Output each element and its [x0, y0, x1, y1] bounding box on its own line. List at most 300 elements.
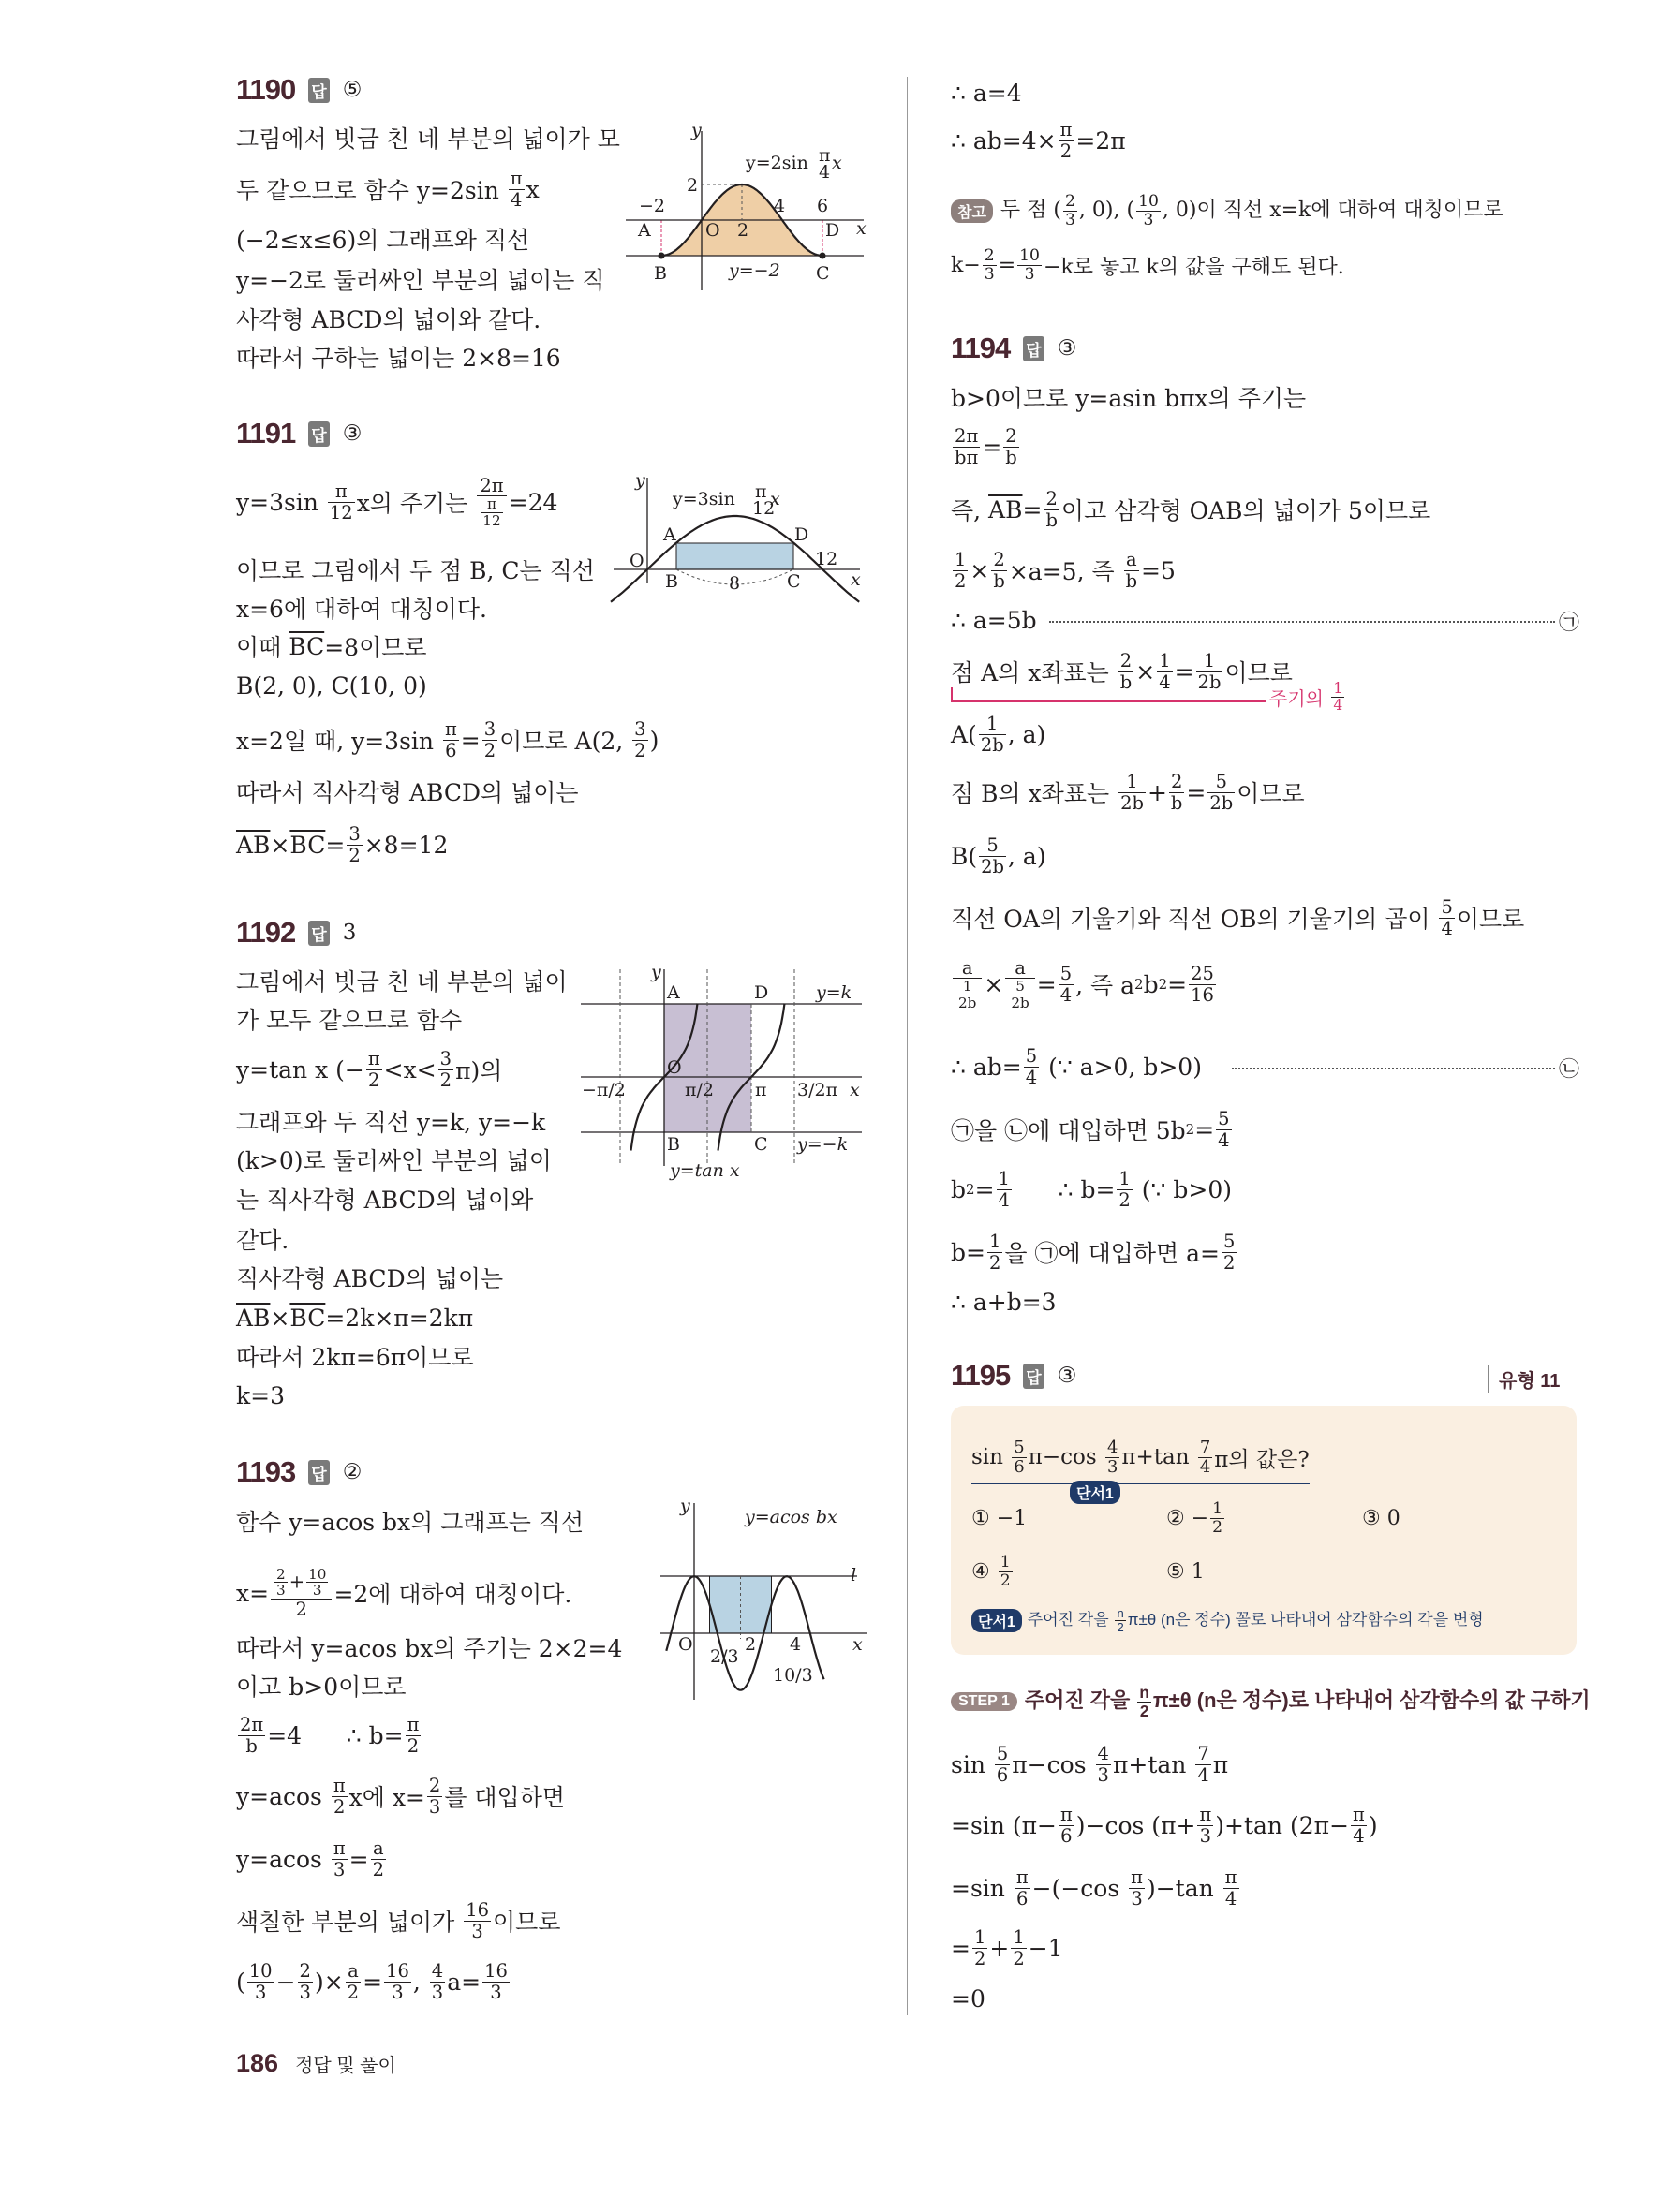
answer-value: ② [342, 1460, 363, 1484]
fraction [298, 1961, 313, 2001]
fraction [1044, 489, 1059, 529]
text-run: 이고 b>0이므로 [236, 1674, 407, 1701]
answer-value: 3 [342, 921, 357, 945]
text-run: ∴ b= [1013, 1175, 1116, 1203]
text-line [236, 718, 659, 761]
fraction [997, 1169, 1012, 1209]
text-run: 이므로 A(2, [499, 728, 631, 755]
fraction [271, 1567, 332, 1619]
note-line-1 [951, 192, 1503, 229]
fraction [1195, 1744, 1210, 1784]
text-run: = [1186, 778, 1207, 806]
denominator [1136, 212, 1161, 229]
numerator [1015, 1867, 1030, 1888]
text-run: 1 [1126, 771, 1138, 793]
text-run: π [1212, 1750, 1229, 1778]
text-run: 2 [1000, 1571, 1011, 1590]
text-run: n [1117, 1605, 1124, 1620]
text-run: 3 [276, 1582, 286, 1600]
point-b [659, 253, 665, 259]
numerator [347, 824, 362, 845]
text-run: 주어진 각을 [1027, 1610, 1114, 1629]
numerator [464, 1900, 491, 1921]
fraction [1117, 1169, 1132, 1209]
denominator [438, 1070, 453, 1090]
text-run: 2 [299, 1960, 311, 1983]
numerator [1118, 651, 1133, 671]
fraction [1105, 1438, 1119, 1476]
text-line [951, 74, 1022, 111]
numerator [1003, 426, 1018, 447]
problem-number: 1193 [236, 1455, 296, 1488]
text-run: = [1036, 970, 1057, 998]
problem-header-1194 [951, 332, 1076, 365]
tick-label: −2 [639, 196, 666, 216]
text-run: 두 점 ( [1000, 199, 1061, 222]
text-run: b [993, 569, 1005, 592]
text-run: 2 [372, 1858, 385, 1880]
text-run: 4 [1059, 983, 1073, 1006]
text-run: 1 [1159, 650, 1171, 672]
text-line [951, 549, 1176, 592]
numerator [1207, 772, 1235, 792]
text-run: 이므로 [1224, 659, 1293, 686]
numerator [238, 1715, 265, 1735]
denominator [1210, 1519, 1224, 1537]
denominator [430, 1983, 445, 2002]
denominator [384, 1983, 411, 2002]
denominator [1063, 212, 1077, 229]
curve-label: y=3sin [673, 489, 735, 509]
text-run: 이므로 [493, 1909, 561, 1936]
point-c [820, 253, 826, 259]
fraction [972, 1927, 987, 1968]
text-run: 3 [299, 1981, 311, 2003]
text-line [951, 1045, 1202, 1088]
fraction [1196, 651, 1223, 691]
text-line [951, 488, 1431, 531]
fraction [482, 1961, 510, 2001]
curve-label-x: x [832, 153, 842, 173]
text-run: π [333, 1837, 346, 1860]
numerator [1137, 1684, 1150, 1703]
numerator [1124, 550, 1139, 570]
text-run: 3 [428, 1795, 441, 1818]
text-run: 3 [1199, 1824, 1212, 1847]
denominator [1198, 1458, 1212, 1476]
text-run: 2 [1119, 650, 1133, 672]
text-run: y=tan x (− [236, 1055, 364, 1084]
fraction [371, 1838, 386, 1879]
denominator [953, 979, 982, 1010]
fraction [1222, 1231, 1237, 1272]
tick-label: −π/2 [582, 1080, 626, 1100]
text-run: =sin [951, 1874, 1013, 1902]
denominator [1169, 793, 1184, 813]
text-line [236, 962, 568, 999]
denominator [1024, 1068, 1039, 1087]
text-run: b [1125, 569, 1138, 592]
fraction [481, 496, 502, 528]
point-label: A [663, 524, 676, 545]
text-line [236, 300, 541, 337]
text-run: sin [951, 1750, 993, 1778]
text-run: 4 [1106, 1438, 1118, 1458]
denominator [274, 1583, 288, 1598]
text-run: 2b [1197, 671, 1222, 693]
denominator [1003, 448, 1018, 467]
denominator [482, 741, 497, 760]
numerator [1011, 1927, 1026, 1948]
text-run: ×a=5, 즉 [1008, 558, 1122, 585]
denominator [1011, 1949, 1026, 1969]
text-line [236, 1259, 503, 1296]
numerator [1118, 772, 1146, 792]
numerator [1210, 1500, 1224, 1519]
text-run: 3 [634, 718, 646, 741]
text-run: (∵ a>0, b>0) [1041, 1053, 1202, 1081]
text-run: =24 [508, 488, 558, 516]
numerator [1198, 1438, 1212, 1457]
denominator [238, 1736, 265, 1756]
text-run: =5 [1141, 556, 1176, 584]
line-label: y=−k [797, 1134, 849, 1155]
text-run: 2 [984, 245, 995, 265]
text-run: 1 [1118, 1168, 1131, 1190]
text-run: ×8=12 [363, 831, 449, 859]
numerator [1351, 1805, 1367, 1825]
text-run: 5 [996, 1743, 1009, 1765]
sine-graph-figure-1191 [609, 470, 867, 594]
text-run: x=6에 대하여 대칭이다. [236, 596, 487, 623]
text-run: ⑤ 1 [1166, 1559, 1205, 1584]
denominator [1105, 1458, 1119, 1476]
text-run: 2b [980, 733, 1004, 756]
choice-3 [1362, 1495, 1400, 1541]
choice-2 [1166, 1495, 1226, 1541]
text-run: 점 B의 x좌표는 [951, 780, 1118, 807]
text-run: 주어진 각을 [1024, 1688, 1136, 1712]
fraction [1009, 979, 1030, 1010]
solution-line [951, 1926, 1063, 1969]
point-label: B [665, 571, 678, 592]
text-run: 그림에서 빗금 친 네 부분의 넓이가 모 [236, 125, 620, 153]
denominator [983, 266, 997, 284]
numerator [979, 714, 1006, 734]
denominator [1096, 1765, 1111, 1785]
numerator [1195, 1744, 1210, 1764]
text-run: = [974, 1175, 995, 1203]
denominator [477, 496, 506, 528]
curve-label-num: π [755, 481, 767, 502]
page-number: 186 [236, 2049, 279, 2077]
fraction [956, 979, 978, 1010]
text-line [236, 667, 427, 704]
text-run: 2b [1120, 791, 1144, 814]
numerator [1223, 1867, 1239, 1888]
denominator [1222, 1253, 1237, 1273]
text-run: 6 [1060, 1824, 1073, 1847]
numerator [1216, 1109, 1231, 1129]
text-run: 2 [407, 1734, 420, 1757]
denominator [1331, 698, 1344, 714]
text-line [236, 1565, 571, 1621]
text-run: 3 [471, 1920, 483, 1942]
text-run: a [348, 1960, 359, 1983]
text-run: 5 [1441, 896, 1453, 919]
text-run: 1 [962, 978, 972, 995]
text-run: 4 [1197, 1763, 1209, 1786]
text-run: ∴ ab= [951, 1053, 1022, 1081]
note-line-2 [951, 246, 1344, 284]
line-label: l [851, 1565, 857, 1585]
fraction [1096, 1744, 1111, 1784]
fraction [1012, 1438, 1026, 1476]
numerator [1017, 247, 1042, 266]
numerator [1012, 1438, 1026, 1457]
text-run: 16 [484, 1960, 508, 1983]
tick-label: π/2 [685, 1080, 714, 1100]
numerator [298, 1961, 313, 1982]
text-line [951, 834, 1046, 877]
point-label: C [754, 1134, 768, 1155]
numerator [481, 496, 502, 512]
text-run: 그림에서 빗금 친 네 부분의 넓이 [236, 968, 568, 995]
fraction [238, 1715, 265, 1755]
text-run: ) [1368, 1811, 1378, 1839]
text-run: ( [236, 1968, 245, 1996]
text-run: 2 [1059, 140, 1073, 162]
text-run: 3 [490, 1981, 502, 2003]
axis-label-y: y [635, 470, 645, 491]
note-badge: 참고 [951, 199, 993, 223]
marker-2: ㉡ [1559, 1058, 1580, 1082]
text-run: 5 [1059, 963, 1073, 985]
text-run: b [1119, 671, 1133, 693]
text-line [951, 1283, 1057, 1320]
text-run: 4 [1224, 1887, 1237, 1910]
denominator [1115, 1621, 1125, 1634]
problem-header-1192 [236, 916, 356, 950]
text-run: b [1045, 509, 1058, 531]
text-run: ) [649, 726, 659, 754]
text-run: 그래프와 두 직선 y=k, y=−k [236, 1109, 546, 1136]
tick-label: 2 [737, 220, 749, 241]
denominator [995, 1765, 1010, 1785]
fraction [328, 481, 355, 522]
text-run: 3 [1131, 1887, 1143, 1910]
text-run: 3 [1065, 210, 1075, 229]
curve-label: y=tan x [670, 1160, 740, 1181]
text-run: π [1199, 1804, 1212, 1826]
denominator [1015, 1889, 1030, 1909]
text-run: )−tan [1146, 1874, 1222, 1902]
numerator [997, 1169, 1012, 1189]
text-run: + [989, 1934, 1010, 1962]
dotted-leader [1232, 1068, 1555, 1069]
text-run: 2 [993, 549, 1005, 571]
text-line [236, 220, 529, 258]
tick-label: π [755, 1080, 767, 1100]
fraction [477, 476, 506, 528]
numerator [956, 979, 978, 995]
text-line [236, 1141, 552, 1178]
fraction [1015, 1867, 1030, 1908]
exponent: 2 [966, 1181, 975, 1198]
text-run: 2 [1045, 488, 1058, 510]
fraction [995, 1744, 1010, 1784]
fraction [1223, 1867, 1239, 1908]
text-run: = [363, 1968, 383, 1996]
text-run: B(2, 0), C(10, 0) [236, 671, 427, 700]
step-heading [951, 1683, 1591, 1720]
text-run: b [1170, 791, 1183, 814]
answer-value: ③ [342, 421, 363, 446]
numerator [332, 1838, 348, 1859]
text-run: ① −1 [971, 1506, 1028, 1530]
numerator [1059, 120, 1074, 140]
text-line [236, 1102, 545, 1140]
text-run: + [289, 1571, 305, 1593]
text-run: 2 [634, 739, 646, 761]
denominator [1223, 1889, 1239, 1909]
text-line [951, 1168, 1233, 1211]
axis-label-x: x [856, 218, 867, 239]
tick-label: 3/2π [797, 1080, 838, 1100]
text-run: 6 [445, 739, 457, 761]
numerator [271, 1567, 332, 1600]
numerator [1169, 772, 1184, 792]
text-line [236, 1667, 407, 1704]
fraction [427, 1776, 442, 1816]
text-line [951, 956, 1218, 1012]
text-run: π [1224, 1866, 1237, 1889]
numerator [430, 1961, 445, 1982]
text-run: π−cos [1012, 1750, 1094, 1778]
segment: $\overline{BC}$ [289, 831, 326, 859]
text-run: ③ 0 [1362, 1506, 1400, 1530]
text-line [236, 589, 487, 627]
fraction [464, 1900, 491, 1940]
tick-label: 6 [817, 196, 829, 216]
numerator [1044, 489, 1059, 509]
fraction [1136, 193, 1161, 229]
choice-1 [971, 1495, 1027, 1541]
axis-label-x: x [850, 1080, 860, 1100]
text-run: 3 [392, 1981, 404, 2003]
text-run: ㉠을 ㉡에 대입하면 5b [951, 1117, 1186, 1144]
text-run: 5 [986, 834, 999, 857]
text-run: 주기의 [1269, 686, 1330, 710]
text-run: −k로 놓고 k의 값을 구해도 된다. [1043, 255, 1344, 279]
fraction [983, 247, 997, 283]
fraction [999, 1554, 1013, 1589]
text-run: 이고 삼각형 OAB의 넓이가 5이므로 [1060, 497, 1431, 524]
denominator [1351, 1826, 1367, 1846]
text-run: y=3sin [236, 488, 326, 516]
numerator [443, 719, 459, 740]
text-run: = [348, 1845, 369, 1873]
fraction [347, 824, 362, 864]
curve-label-den: 12 [752, 498, 776, 519]
text-run: )+tan (2π− [1215, 1811, 1350, 1839]
fraction [306, 1567, 328, 1599]
text-line [236, 474, 557, 530]
numerator [953, 550, 968, 570]
text-run: x=2일 때, y=3sin [236, 728, 441, 755]
text-run: =8이므로 [324, 634, 427, 661]
problem-number: 1191 [236, 417, 296, 450]
text-run: π [1059, 119, 1073, 141]
fraction [332, 1838, 348, 1879]
fraction [332, 1776, 348, 1816]
text-line [951, 771, 1305, 814]
text-run: 점 A의 x좌표는 [951, 659, 1117, 686]
problem-header-1195 [951, 1359, 1076, 1393]
text-run: 2 [973, 1947, 986, 1969]
text-run: 1 [1212, 1498, 1223, 1518]
denominator [332, 1797, 348, 1817]
text-run: 1 [988, 1231, 1001, 1253]
denominator [1216, 1130, 1231, 1150]
text-run: B( [951, 842, 978, 870]
curve-label: y=acos bx [745, 1507, 837, 1527]
point-label: D [754, 982, 769, 1003]
numerator [995, 1744, 1010, 1764]
numerator [632, 719, 647, 740]
fraction [1197, 1805, 1213, 1845]
text-run: 4 [1097, 1743, 1109, 1765]
axis-label-y: y [680, 1496, 690, 1516]
problem-number: 1190 [236, 73, 296, 106]
solution-line [951, 1980, 985, 2017]
text-run: ④ [971, 1559, 997, 1584]
text-run: 함수 y=acos bx의 그래프는 직선 [236, 1509, 585, 1536]
text-run: , [412, 1968, 428, 1996]
text-run: bπ [955, 446, 979, 468]
denominator [1117, 1190, 1132, 1210]
text-run: 따라서 2kπ=6π이므로 [236, 1344, 474, 1371]
denominator [1207, 793, 1235, 813]
text-run: b= [951, 1238, 985, 1266]
text-run: 25 [1191, 963, 1214, 985]
text-run: a [1125, 549, 1137, 571]
axis-label-x: x [851, 569, 861, 590]
text-run: 4 [510, 188, 523, 211]
curve-label-den: 4 [819, 162, 831, 183]
denominator [346, 1983, 361, 2002]
text-run: b [1143, 970, 1159, 998]
text-run: 2 [348, 844, 361, 866]
cosine-graph-figure-1193 [656, 1498, 876, 1714]
text-run: 10 [248, 1960, 273, 1983]
text-run: ∴ a=4 [951, 79, 1022, 107]
text-run: 1 [1000, 1552, 1011, 1571]
text-run: 3 [254, 1981, 267, 2003]
segment: $\overline{BC}$ [289, 632, 325, 660]
text-run: π+tan [1112, 1750, 1194, 1778]
text-run: 2b [981, 855, 1005, 877]
text-run: )−cos (π+ [1075, 1811, 1196, 1839]
segment: $\overline{AB}$ [236, 831, 271, 859]
text-run: π의 값은? [1214, 1447, 1310, 1472]
text-run: = [1167, 970, 1188, 998]
text-run: 2b [958, 994, 977, 1011]
text-run: 2 [368, 1069, 380, 1091]
denominator [1129, 1889, 1145, 1909]
text-run: 이므로 [1456, 906, 1525, 933]
text-line [236, 1337, 474, 1375]
